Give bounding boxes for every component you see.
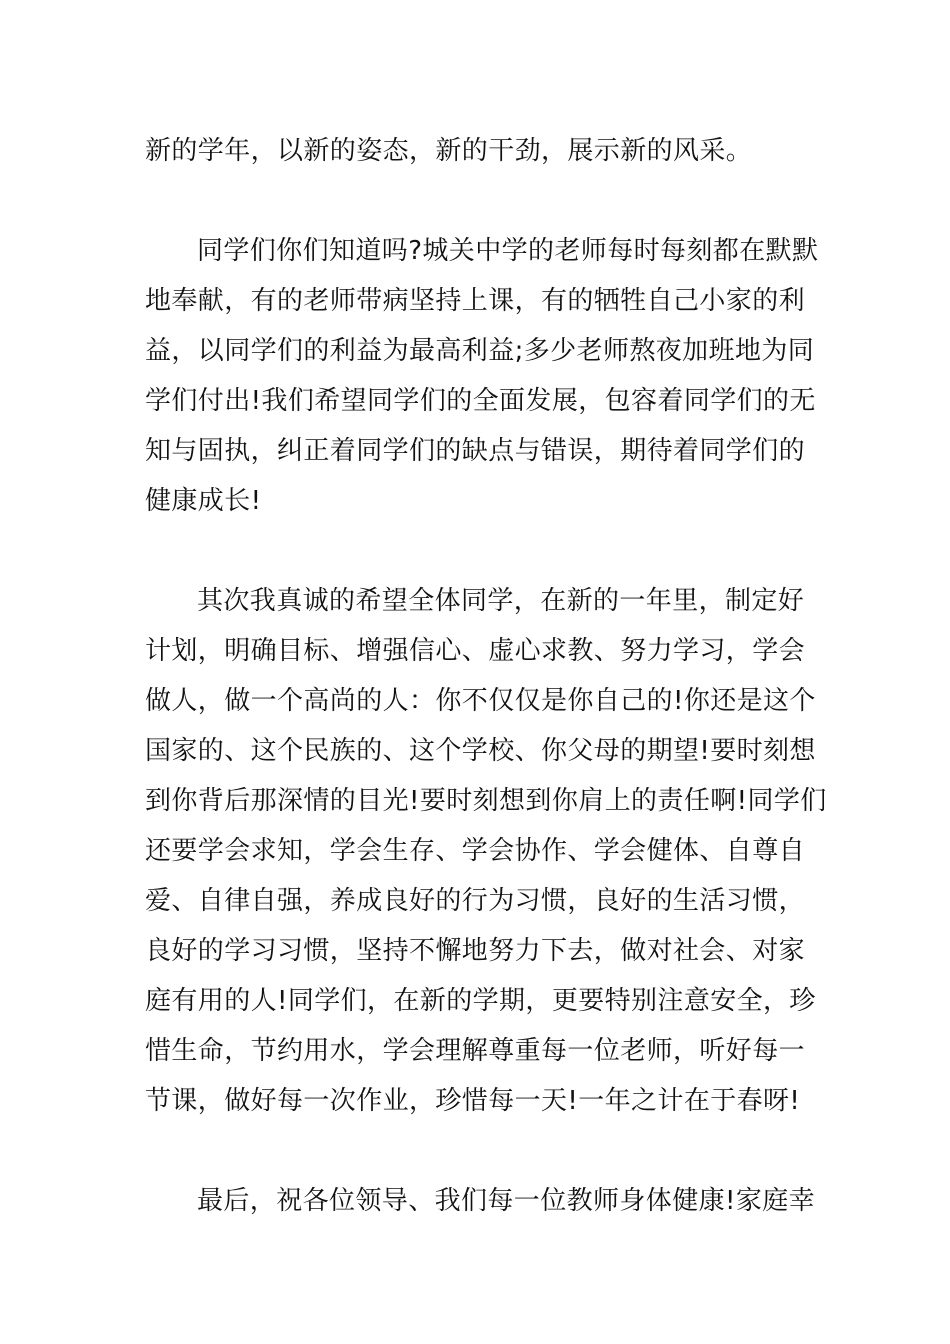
text-line: 庭有用的人!同学们，在新的学期，更要特别注意安全，珍 (145, 986, 816, 1016)
text-line: 地奉献，有的老师带病坚持上课，有的牺牲自己小家的利 (145, 286, 806, 316)
text-line: 计划，明确目标、增强信心、虚心求教、努力学习，学会 (145, 636, 806, 666)
text-line: 还要学会求知，学会生存、学会协作、学会健体、自尊自 (145, 836, 806, 866)
text-line: 新的学年，以新的姿态，新的干劲，展示新的风采。 (145, 136, 753, 166)
text-line: 健康成长! (145, 486, 262, 516)
text-line: 爱、自律自强，养成良好的行为习惯，良好的生活习惯， (145, 886, 806, 916)
text-line: 国家的、这个民族的、这个学校、你父母的期望!要时刻想 (145, 736, 816, 766)
paragraph-first-line: 其次我真诚的希望全体同学，在新的一年里，制定好 (197, 586, 805, 616)
text-line: 节课，做好每一次作业，珍惜每一天!一年之计在于春呀! (145, 1086, 801, 1116)
text-line: 惜生命，节约用水，学会理解尊重每一位老师，听好每一 (145, 1036, 806, 1066)
paragraph-first-line: 最后，祝各位领导、我们每一位教师身体健康!家庭幸 (197, 1186, 816, 1216)
text-line: 做人，做一个高尚的人：你不仅仅是你自己的!你还是这个 (145, 686, 816, 716)
text-line: 学们付出!我们希望同学们的全面发展，包容着同学们的无 (145, 386, 816, 416)
paragraph-first-line: 同学们你们知道吗?城关中学的老师每时每刻都在默默 (197, 236, 819, 266)
text-line: 知与固执，纠正着同学们的缺点与错误，期待着同学们的 (145, 436, 806, 466)
text-line: 益，以同学们的利益为最高利益;多少老师熬夜加班地为同 (145, 336, 815, 366)
text-line: 良好的学习习惯，坚持不懈地努力下去，做对社会、对家 (145, 936, 806, 966)
text-line: 到你背后那深情的目光!要时刻想到你肩上的责任啊!同学们 (145, 786, 827, 816)
